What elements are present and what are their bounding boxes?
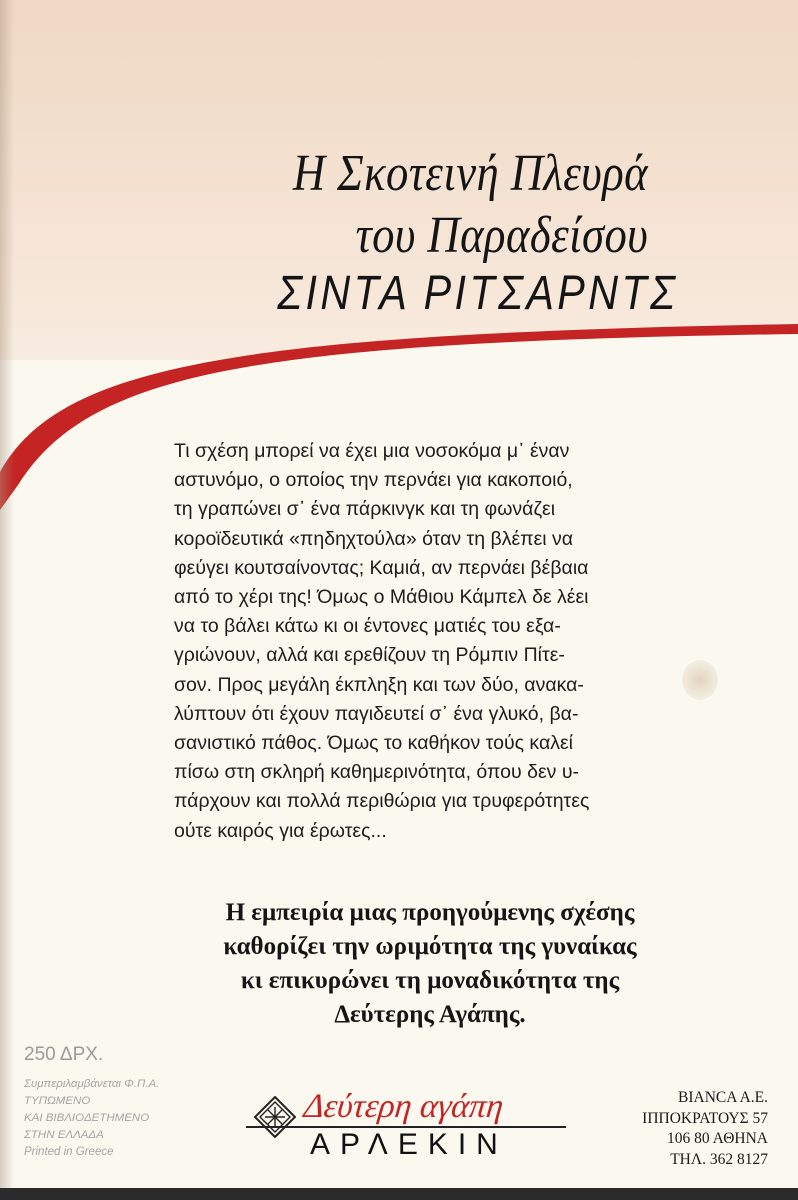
series-name: Δεύτερη αγάπη (302, 1088, 506, 1125)
book-title-line1: Η Σκοτεινή Πλευρά (292, 145, 648, 202)
blurb-line: σον. Προς μεγάλη έκπληξη και των δύο, ανακα- (174, 673, 584, 696)
blurb-line: πάρχουν και πολλά περιθώρια για τρυφερότητες (174, 790, 590, 813)
worn-edge-shadow (0, 0, 14, 1188)
blurb-line: αστυνόμο, ο οποίος την περνάει για κακοποιό, (174, 469, 573, 492)
book-author: ΣΙΝΤΑ ΡΙΤΣΑΡΝΤΣ (276, 267, 678, 320)
blurb-line: από το χέρι της! Όμως ο Μάθιου Κάμπελ δε λέει (174, 586, 589, 609)
blurb-line: φεύγει κουτσαίνοντας; Καμιά, αν περνάει βέβαια (174, 556, 589, 579)
print-info-line: Printed in Greece (24, 1146, 114, 1158)
blurb-line: λύπτουν ότι έχουν παγιδευτεί σ᾿ ένα γλυκό, βα- (174, 702, 579, 725)
tagline-line: Η εμπειρία μιας προηγούμενης σχέσης (225, 899, 635, 926)
tagline-line: Δεύτερης Αγάπης. (334, 1001, 526, 1028)
imprint-name: ΑΡΛΕΚΙΝ (310, 1128, 508, 1161)
print-info-line: ΚΑΙ ΒΙΒΛΙΟΔΕΤΗΜΕΝΟ (24, 1112, 150, 1124)
tagline-line: κι επικυρώνει τη μοναδικότητα της (240, 967, 620, 994)
blurb-line: γριώνουν, αλλά και ερεθίζουν τη Ρόμπιν Πίτε- (174, 644, 565, 667)
blurb-line: ούτε καιρός για έρωτες... (174, 819, 387, 842)
print-info-line: ΤΥΠΩΜΕΝΟ (24, 1095, 91, 1107)
print-info (24, 1076, 159, 1161)
blurb-line: να το βάλει κάτω κι οι έντονες ματιές του εξα- (174, 615, 561, 638)
publisher-phone: ΤΗΛ. 362 8127 (670, 1150, 768, 1168)
blurb-line: Τι σχέση μπορεί να έχει μια νοσοκόμα μ᾿ έναν (174, 440, 570, 462)
series-tagline (150, 896, 710, 1032)
diamond-logo-icon (254, 1096, 296, 1138)
tagline-line: καθορίζει την ωριμότητα της γυναίκας (223, 933, 637, 960)
book-title-line2: του Παραδείσου (355, 207, 648, 264)
blurb-line: σανιστικό πάθος. Όμως το καθήκον τούς καλεί (174, 732, 573, 755)
publisher-city: 106 80 ΑΘΗΝΑ (667, 1130, 768, 1147)
blurb-line: πίσω στη σκληρή καθημερινότητα, όπου δεν υ- (174, 761, 579, 784)
blurb-line: κοροϊδευτικά «πηδηχτούλα» όταν τη βλέπει να (174, 527, 574, 550)
price-label: 250 ΔΡΧ. (24, 1044, 104, 1065)
print-info-line: Συμπεριλαμβάνεται Φ.Π.Α. (24, 1078, 160, 1090)
publisher-name: BIANCA A.E. (678, 1089, 768, 1106)
publisher-street: ΙΠΠΟΚΡΑΤΟΥΣ 57 (642, 1109, 768, 1127)
print-info-line: ΣΤΗΝ ΕΛΛΑΔΑ (24, 1129, 104, 1141)
blurb-line: τη γραπώνει σ᾿ ένα πάρκινγκ και τη φωνάζει (174, 498, 556, 521)
paper-stain (682, 660, 718, 700)
blurb-text (174, 437, 766, 846)
publisher-logo (246, 1082, 566, 1162)
publisher-address (642, 1088, 768, 1170)
